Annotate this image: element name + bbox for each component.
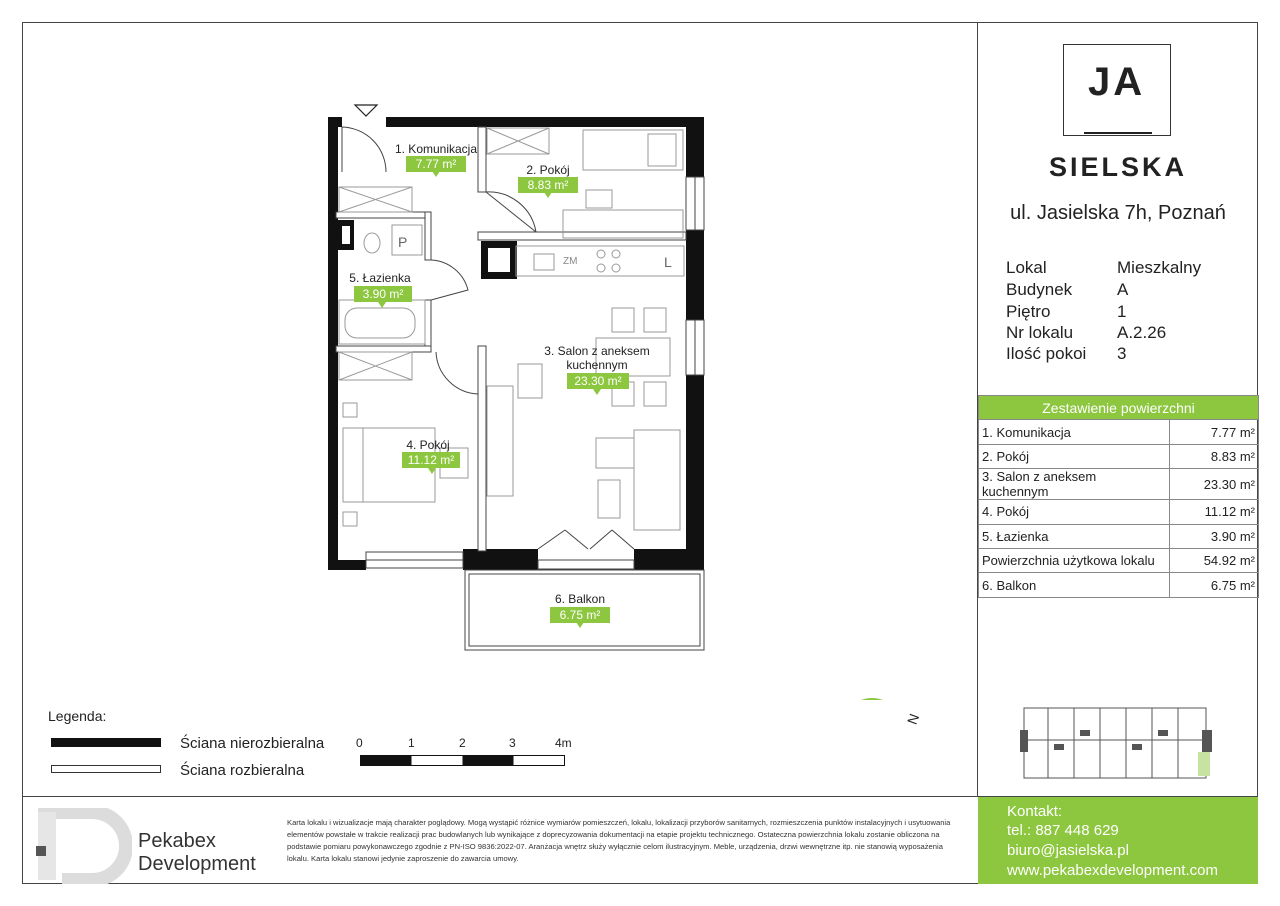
scale-label: 1 (408, 736, 415, 750)
sofa-module (596, 438, 634, 468)
sofa (634, 430, 680, 530)
partition-wall (336, 212, 431, 218)
nightstand (343, 403, 357, 417)
table-row (979, 444, 1259, 468)
building-key-plan (1018, 700, 1218, 780)
table-row (979, 469, 1259, 500)
legend-swatch-removable (51, 765, 161, 773)
wall-north (386, 117, 704, 127)
room-area-badge: 8.83 m² (518, 177, 578, 193)
scale-label: 3 (509, 736, 516, 750)
coffee-table (598, 480, 620, 518)
scale-bar (360, 755, 566, 767)
info-value: 3 (1117, 344, 1127, 363)
developer-name-line1: Pekabex (138, 830, 216, 852)
partition-wall (478, 232, 686, 240)
info-label: Nr lokalu (1006, 323, 1074, 342)
areas-table (978, 395, 1259, 598)
row-name: 3. Salon z aneksem kuchennym (979, 469, 1170, 500)
compass-north-label: N (903, 711, 923, 727)
fixture-label: L (664, 254, 672, 270)
row-value: 8.83 m² (1170, 444, 1259, 468)
partition-wall (478, 127, 486, 192)
room-area-badge: 6.75 m² (550, 607, 610, 623)
room-area-badge: 7.77 m² (406, 156, 466, 172)
scale-label: 0 (356, 736, 363, 750)
room-label: 2. Pokój (526, 163, 570, 177)
row-value: 54.92 m² (1170, 548, 1259, 572)
row-value: 23.30 m² (1170, 469, 1259, 500)
info-value: Mieszkalny (1117, 258, 1202, 277)
wall-north-stub (328, 117, 342, 127)
door (436, 352, 478, 394)
chair (586, 190, 612, 208)
row-value: 3.90 m² (1170, 524, 1259, 548)
room-label: 4. Pokój (406, 438, 450, 452)
info-label: Piętro (1006, 302, 1051, 321)
row-value: 11.12 m² (1170, 500, 1259, 524)
toilet (364, 233, 380, 253)
unit-highlight (1198, 752, 1210, 776)
info-label: Budynek (1006, 280, 1073, 299)
chair (612, 308, 634, 332)
wall-south (463, 549, 538, 570)
info-value: A (1117, 280, 1129, 299)
partition-wall (336, 346, 431, 352)
door (431, 260, 468, 300)
row-value: 6.75 m² (1170, 573, 1259, 597)
partition-wall (478, 346, 486, 551)
room-label: 3. Salon z aneksem (544, 344, 650, 358)
compass-icon (842, 698, 902, 700)
wall-east (686, 117, 704, 177)
scale-label: 4m (555, 736, 572, 750)
info-label: Ilość pokoi (1006, 344, 1087, 363)
row-name: 1. Komunikacja (979, 420, 1170, 444)
row-name: Powierzchnia użytkowa lokalu (979, 548, 1170, 572)
row-name: 2. Pokój (979, 444, 1170, 468)
info-value: A.2.26 (1117, 323, 1167, 342)
row-name: 5. Łazienka (979, 524, 1170, 548)
wall-south (328, 560, 366, 570)
room-label: 6. Balkon (554, 592, 606, 606)
partition-wall (425, 300, 431, 352)
hob (597, 250, 605, 258)
room-label: 1. Komunikacja (394, 142, 478, 156)
scale-label: 2 (459, 736, 466, 750)
legend-swatch-load-bearing (51, 738, 161, 747)
table-row (979, 573, 1259, 597)
room-area-badge: 11.12 m² (402, 452, 460, 468)
room-area-badge: 3.90 m² (354, 286, 412, 302)
chair (644, 308, 666, 332)
tv-cabinet (487, 386, 513, 496)
bed (583, 130, 683, 170)
table-row (979, 420, 1259, 444)
table-row (979, 524, 1259, 548)
legend-load-bearing: Ściana nierozbieralna (180, 735, 325, 752)
balcony-door (538, 560, 634, 569)
contact-website[interactable]: www.pekabexdevelopment.com (1007, 862, 1218, 879)
sink (534, 254, 554, 270)
fixture-label: P (398, 234, 408, 250)
brand-logo-underline (1084, 132, 1152, 134)
table-row (979, 500, 1259, 524)
pekabex-logo-icon (32, 808, 132, 884)
partition-wall (425, 212, 431, 260)
wall-south (634, 549, 704, 570)
entrance-marker-icon (355, 105, 377, 116)
room-label: kuchennym (566, 358, 628, 372)
developer-name-line2: Development (138, 853, 256, 875)
row-name: 6. Balkon (979, 573, 1170, 597)
wall-east (686, 230, 704, 320)
info-value: 1 (1117, 302, 1127, 321)
row-value: 7.77 m² (1170, 420, 1259, 444)
contact-title: Kontakt: (1007, 803, 1063, 820)
brand-logo-mark: JA (1088, 60, 1146, 104)
legend-title: Legenda: (48, 708, 107, 724)
wall-west (328, 117, 338, 570)
balcony-door-leaf (538, 530, 634, 549)
chair (644, 382, 666, 406)
nightstand (343, 512, 357, 526)
fixture-label: ZM (563, 256, 578, 267)
contact-phone[interactable]: tel.: 887 448 629 (1007, 822, 1119, 839)
table-row (979, 548, 1259, 572)
disclaimer: Karta lokalu i wizualizacje mają charakter poglądowy. Mogą wystąpić różnice wymiarów pomieszczeń, lokalu, lokalizacji przyborów sanitarnych, rozmieszczenia punktów instalacyjnych i usytuowania elementów powstałe w trakcie realizacji prac budowlanych lub wynikające z doprecyzowania dokumentacji na etapie projektu technicznego. Ostateczna powierzchnia lokalu zostanie obliczona na podstawie pomiaru powykonawczego zgodnie z PN-ISO 9836:2022-07. Aranżacja wnętrz służy wyłącznie celom ilustracyjnym. Meble, urządzenia, drzwi wewnętrzne itp. nie stanowią wyposażenia lokalu. Karta lokalu stanowi jedynie zaproszenie do zawarcia umowy. (287, 818, 951, 863)
wall-east (686, 375, 704, 570)
row-name: 4. Pokój (979, 500, 1170, 524)
door (486, 192, 536, 232)
info-label: Lokal (1006, 258, 1047, 277)
address: ul. Jasielska 7h, Poznań (1010, 202, 1226, 224)
areas-table-title: Zestawienie powierzchni (979, 396, 1259, 420)
brand-name: SIELSKA (1048, 152, 1188, 182)
contact-email[interactable]: biuro@jasielska.pl (1007, 842, 1129, 859)
contact-panel (978, 797, 1258, 884)
room-label: 5. Łazienka (349, 271, 411, 285)
legend-removable: Ściana rozbieralna (180, 762, 305, 779)
room-area-badge: 23.30 m² (567, 373, 629, 389)
